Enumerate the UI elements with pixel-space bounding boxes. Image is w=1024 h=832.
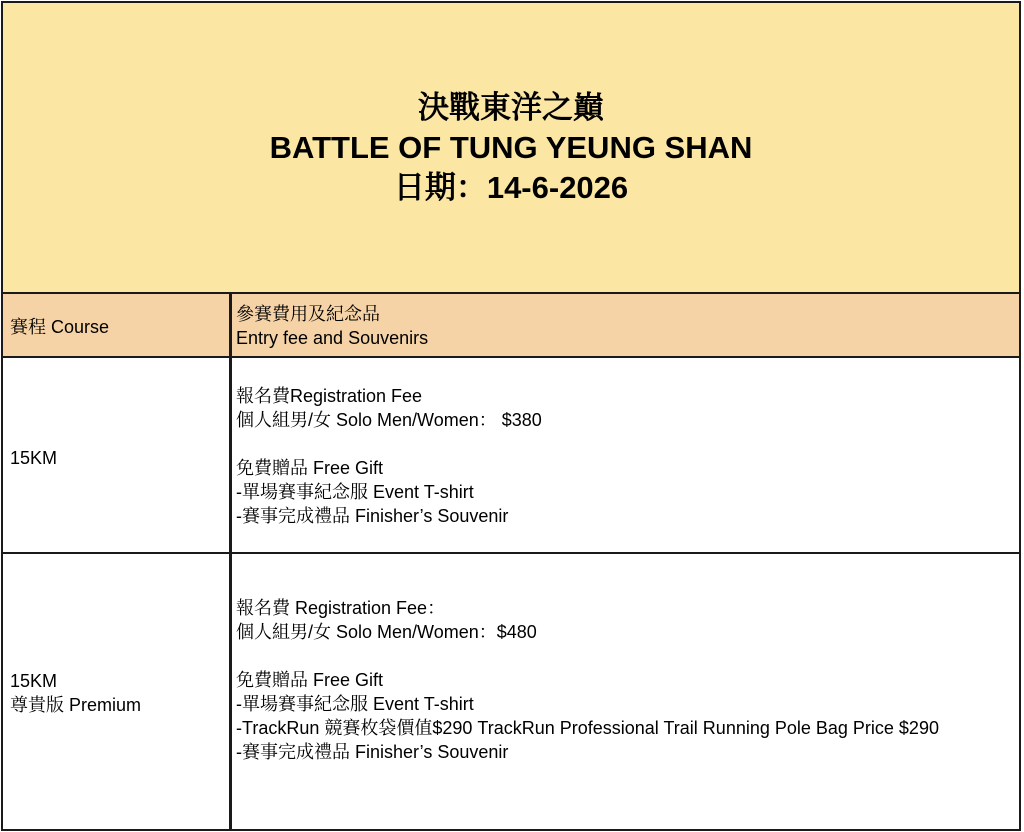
event-title-english: BATTLE OF TUNG YEUNG SHAN xyxy=(269,129,753,165)
column-divider xyxy=(229,554,232,829)
registration-title: 報名費 Registration Fee： xyxy=(236,598,446,618)
header-course: 賽程 Course xyxy=(10,317,110,337)
registration-price: 個人組男/女 Solo Men/Women：$480 xyxy=(236,622,537,642)
table-row xyxy=(1,358,1021,554)
column-divider xyxy=(229,294,232,356)
header-fee-english: Entry fee and Souvenirs xyxy=(236,328,429,348)
event-banner xyxy=(1,1,1021,294)
table-row xyxy=(1,554,1021,831)
spacer xyxy=(236,644,939,668)
gift-item: -單場賽事紀念服 Event T-shirt xyxy=(236,694,474,714)
column-divider xyxy=(229,358,232,552)
gift-item: -單場賽事紀念服 Event T-shirt xyxy=(236,482,474,502)
gift-item: -賽事完成禮品 Finisher’s Souvenir xyxy=(236,506,509,526)
registration-price: 個人組男/女 Solo Men/Women： $380 xyxy=(236,410,542,430)
table-header-row xyxy=(1,294,1021,358)
event-date: 日期：14-6-2026 xyxy=(393,169,629,205)
course-name xyxy=(10,446,57,470)
gift-title: 免費贈品 Free Gift xyxy=(236,670,384,690)
gift-title: 免費贈品 Free Gift xyxy=(236,458,384,478)
course-distance: 15KM xyxy=(10,671,58,691)
header-fee xyxy=(236,302,428,350)
header-fee-chinese: 參賽費用及紀念品 xyxy=(236,304,380,324)
fee-details xyxy=(236,384,542,528)
event-title-chinese: 決戰東洋之巔 xyxy=(418,89,604,125)
spacer xyxy=(236,432,542,456)
gift-item: -TrackRun 競賽枚袋價值$290 TrackRun Professional Trail Running Pole Bag Price $290 xyxy=(236,718,939,738)
fee-details xyxy=(236,596,939,764)
gift-item: -賽事完成禮品 Finisher’s Souvenir xyxy=(236,742,509,762)
course-name xyxy=(10,669,141,717)
course-tier: 尊貴版 Premium xyxy=(10,695,142,715)
registration-title: 報名費Registration Fee xyxy=(236,386,423,406)
course-distance: 15KM xyxy=(10,448,58,468)
